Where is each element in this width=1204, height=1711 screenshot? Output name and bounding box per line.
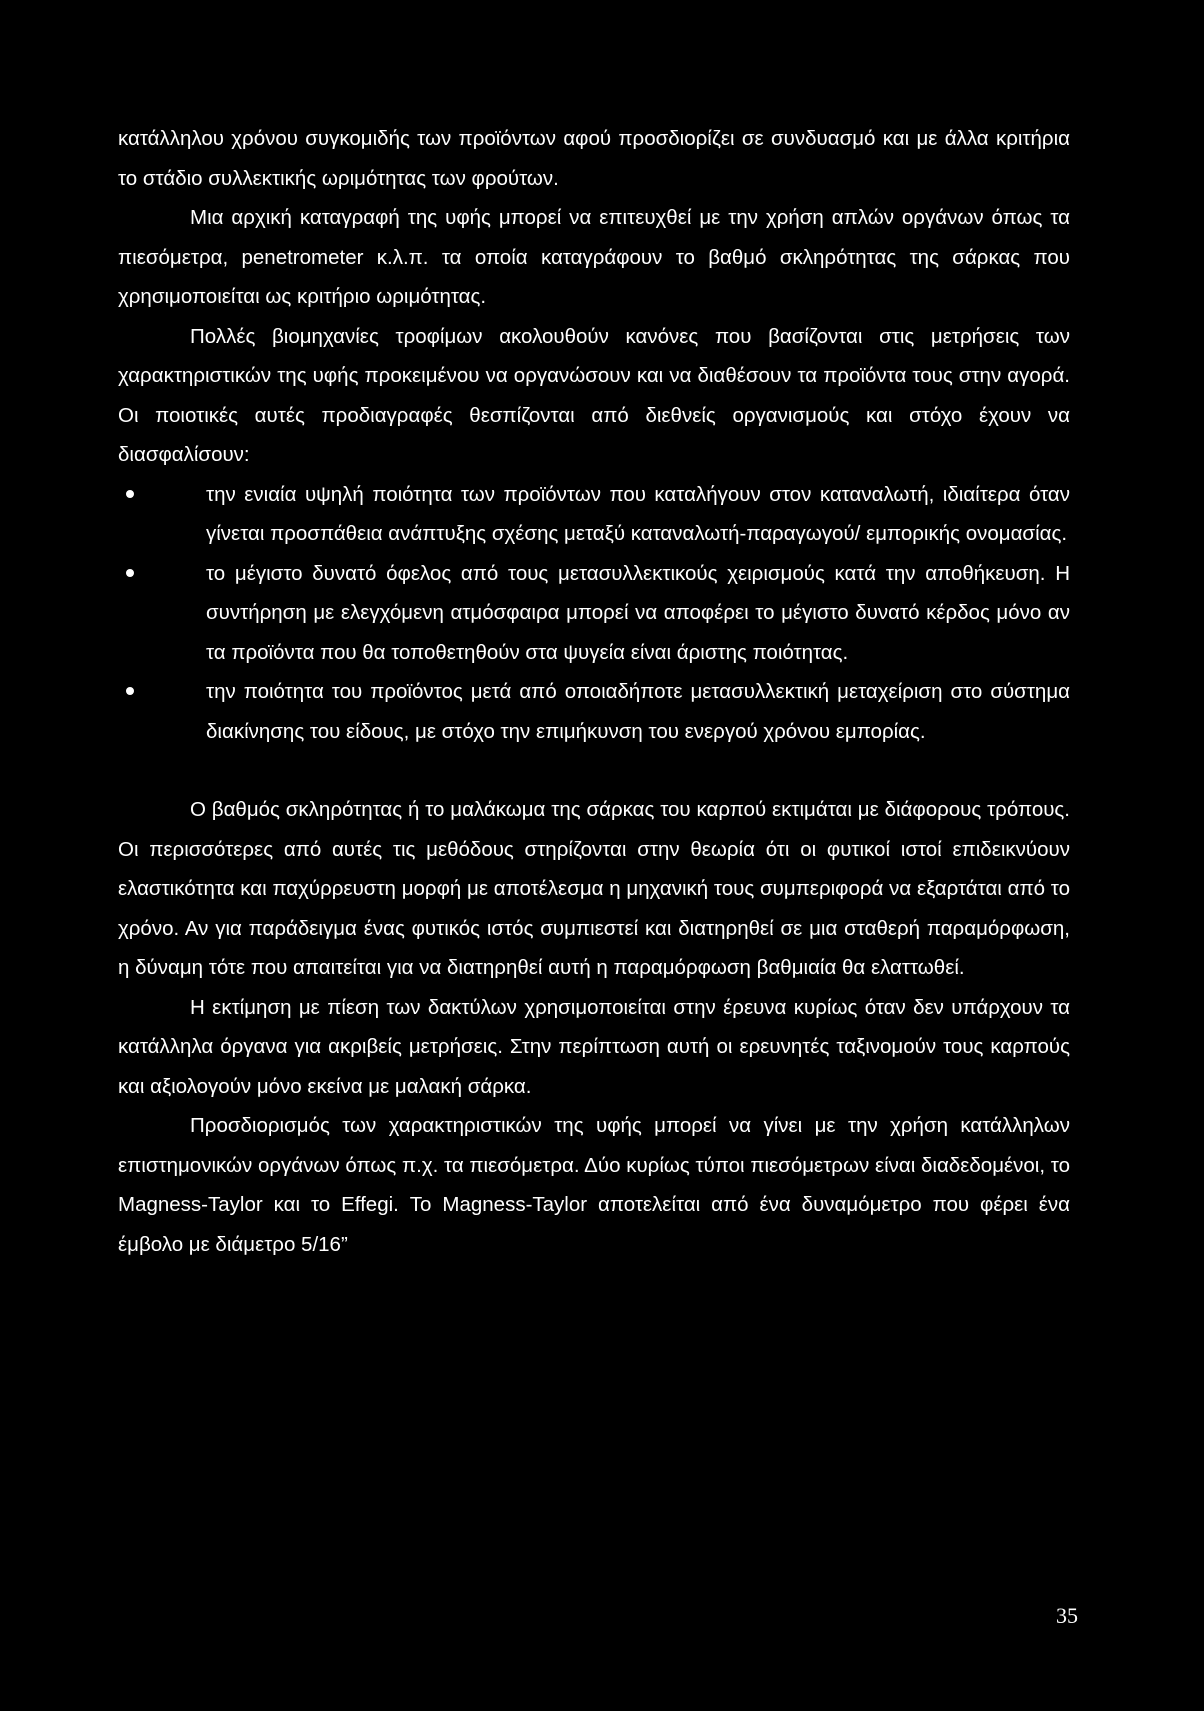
bullet-item-consumer-quality: την ενιαία υψηλή ποιότητα των προϊόντων που καταλήγουν στον καταναλωτή, ιδιαίτερα όταν γίνεται προσπάθεια ανάπτυξης σχέσης μεταξύ καταναλωτή-παραγωγού/ εμπορικής ονομασίας. xyxy=(206,475,1070,554)
page-number: 35 xyxy=(1056,1603,1078,1628)
bullet-item-storage-benefit: το μέγιστο δυνατό όφελος από τους μετασυλλεκτικούς χειρισμούς κατά την αποθήκευση. Η συντήρηση με ελεγχόμενη ατμόσφαιρα μπορεί να αποφέρει το μέγιστο δυνατό κέρδος μόνο αν τα προϊόντα που θα τοποθετηθούν στα ψυγεία είναι άριστης ποιότητας. xyxy=(206,554,1070,673)
document-body xyxy=(118,119,1070,1264)
paragraph-finger-pressure: Η εκτίμηση με πίεση των δακτύλων χρησιμοποιείται στην έρευνα κυρίως όταν δεν υπάρχουν τα κατάλληλα όργανα για ακριβείς μετρήσεις. Στην περίπτωση αυτή οι ερευνητές ταξινομούν τους καρπούς και αξιολογούν μόνο εκείνα με μαλακή σάρκα. xyxy=(118,995,1070,1098)
paragraph-food-industries: Πολλές βιομηχανίες τροφίμων ακολουθούν κανόνες που βασίζονται στις μετρήσεις των χαρακτηριστικών της υφής προκειμένου να οργανώσουν και να διαθέσουν τα προϊόντα τους στην αγορά. Οι ποιοτικές αυτές προδιαγραφές θεσπίζονται από διεθνείς οργανισμούς και στόχο έχουν να διασφαλίσουν: xyxy=(118,324,1070,466)
bullet-item-product-quality: την ποιότητα του προϊόντος μετά από οποιαδήποτε μετασυλλεκτική μεταχείριση στο σύστημα διακίνησης του είδους, με στόχο την επιμήκυνση του ενεργού χρόνου εμπορίας. xyxy=(206,672,1070,751)
paragraph-penetrometers: Προσδιορισμός των χαρακτηριστικών της υφής μπορεί να γίνει με την χρήση κατάλληλων επιστημονικών οργάνων όπως π.χ. τα πιεσόμετρα. Δύο κυρίως τύποι πιεσόμετρων είναι διαδεδομένοι, το Magness-Taylor και το Effegi. Το Magness-Taylor αποτελείται από ένα δυναμόμετρο που φέρει ένα έμβολο με διάμετρο 5/16” xyxy=(118,1114,1070,1256)
paragraph-texture-recording: Μια αρχική καταγραφή της υφής μπορεί να επιτευχθεί με την χρήση απλών οργάνων όπως τα πιεσόμετρα, penetrometer κ.λ.π. τα οποία καταγράφουν το βαθμό σκληρότητας της σάρκας που χρησιμοποιείται ως κριτήριο ωριμότητας. xyxy=(118,206,1070,308)
paragraph-gap xyxy=(118,751,1070,790)
paragraph-continuation: κατάλληλου χρόνου συγκομιδής των προϊόντων αφού προσδιορίζει σε συνδυασμό και με άλλα κριτήρια το στάδιο συλλεκτικής ωριμότητας των φρούτων. xyxy=(118,127,1070,190)
bullet-list xyxy=(118,475,1070,752)
paragraph-firmness-estimation: Ο βαθμός σκληρότητας ή το μαλάκωμα της σάρκας του καρπού εκτιμάται με διάφορους τρόπους. Οι περισσότερες από αυτές τις μεθόδους στηρίζονται στην θεωρία ότι οι φυτικοί ιστοί επιδεικνύουν ελαστικότητα και παχύρρευστη μορφή με αποτέλεσμα η μηχανική τους συμπεριφορά να εξαρτάται από το χρόνο. Αν για παράδειγμα ένας φυτικός ιστός συμπιεστεί και διατηρηθεί σε μια σταθερή παραμόρφωση, η δύναμη τότε που απαιτείται για να διατηρηθεί αυτή η παραμόρφωση βαθμιαία θα ελαττωθεί. xyxy=(118,798,1070,979)
